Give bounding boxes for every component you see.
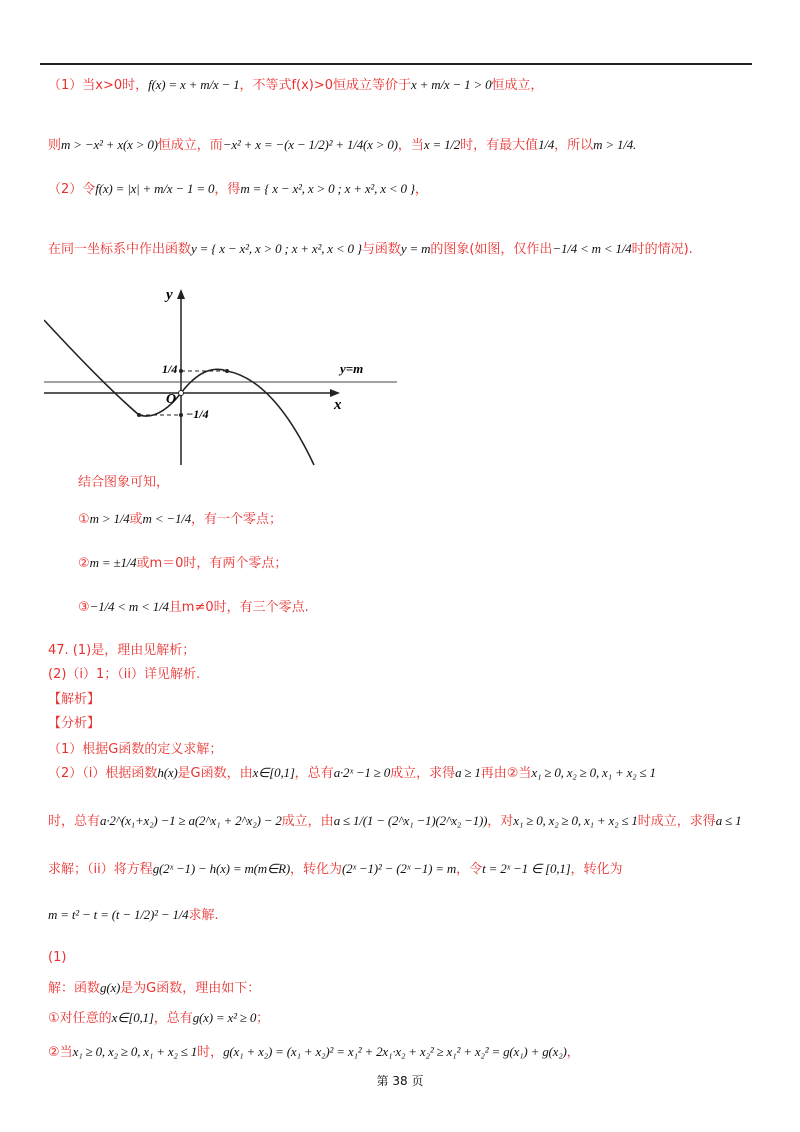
math-expression: h(x) <box>157 765 178 780</box>
text-line <box>78 554 287 573</box>
tick-label-quarter: 1/4 <box>162 362 178 376</box>
text-line <box>48 715 100 733</box>
text-line <box>48 691 100 709</box>
text-segment: 是为G函数，理由如下： <box>120 981 261 996</box>
text-segment: ， <box>566 1045 580 1060</box>
text-segment: 恒成立，而 <box>157 138 223 153</box>
text-segment: ，转化为 <box>289 862 342 877</box>
math-expression: −1/4 < m < 1/4 <box>89 599 169 614</box>
text-segment: ，令 <box>456 862 483 877</box>
text-segment: 恒成立， <box>491 78 544 93</box>
text-line <box>48 906 219 925</box>
math-expression: g(x) <box>100 980 121 995</box>
math-expression: x∈[0,1] <box>252 765 295 780</box>
math-expression: g(x) = x² ≥ 0 <box>192 1010 257 1025</box>
text-segment: ，总有 <box>153 1011 193 1026</box>
text-line <box>48 741 222 759</box>
math-expression: m > −x² + x(x > 0) <box>61 137 158 152</box>
math-expression: a·2ˣ −1 ≥ 0 <box>333 765 391 780</box>
text-segment: ，所以 <box>554 138 594 153</box>
point-max <box>225 369 229 373</box>
text-segment: 时成立，求得 <box>637 814 716 829</box>
text-segment: （2）令 <box>48 182 96 197</box>
math-expression: f(x) = x + m/x − 1 <box>148 77 240 92</box>
math-expression: m = { x − x², x > 0 ; x + x², x < 0 } <box>240 181 415 196</box>
text-segment: 或m＝0时，有两个零点； <box>136 556 288 571</box>
text-segment: 时，有最大值 <box>460 138 539 153</box>
math-expression: (2ˣ −1)² − (2ˣ −1) = m <box>341 861 457 876</box>
text-segment: 【解析】 <box>48 692 101 707</box>
math-expression: −1/4 < m < 1/4 <box>552 241 632 256</box>
text-segment: 在同一坐标系中作出函数 <box>48 242 192 257</box>
text-line <box>48 136 636 155</box>
text-segment: 是G函数，由 <box>177 766 253 781</box>
math-expression: f(x) = |x| + m/x − 1 = 0 <box>95 181 215 196</box>
math-expression: g(x₁ + x₂) = (x₁ + x₂)² = x₁² + 2x₁·x₂ + x₂² ≥ x₁² + x₂² = g(x₁) + g(x₂) <box>223 1044 567 1059</box>
math-expression: x₁ ≥ 0, x₂ ≥ 0, x₁ + x₂ ≤ 1 <box>531 765 656 780</box>
math-expression: m = ±1/4 <box>89 555 137 570</box>
text-line <box>48 642 195 660</box>
math-expression: x₁ ≥ 0, x₂ ≥ 0, x₁ + x₂ ≤ 1 <box>513 813 638 828</box>
math-expression: a·2^(x₁+x₂) −1 ≥ a(2^x₁ + 2^x₂) − 2 <box>100 813 282 828</box>
math-expression: a ≤ 1 <box>715 813 742 828</box>
text-segment: 且m≠0时，有三个零点. <box>168 600 309 615</box>
text-segment: ，不等式f(x)>0恒成立等价于 <box>239 78 412 93</box>
math-expression: g(2ˣ −1) − h(x) = m(m∈R) <box>152 861 290 876</box>
math-expression: 1/4 <box>538 137 555 152</box>
text-segment: 或 <box>129 512 143 527</box>
text-segment: （1）根据G函数的定义求解； <box>48 742 223 757</box>
text-segment: ② <box>78 556 90 571</box>
point-min-y <box>179 413 183 417</box>
text-segment: 结合图象可知， <box>78 475 170 490</box>
line-label: y=m <box>340 361 364 376</box>
text-segment: （1）当x>0时， <box>48 78 149 93</box>
text-line <box>48 949 66 967</box>
text-segment: 解：函数 <box>48 981 101 996</box>
text-segment: ，转化为 <box>570 862 623 877</box>
text-segment: 则 <box>48 138 62 153</box>
text-segment: 时，总有 <box>48 814 101 829</box>
math-expression: a ≥ 1 <box>455 765 481 780</box>
text-segment: 的图象(如图，仅作出 <box>430 242 553 257</box>
text-line <box>78 598 309 617</box>
origin-point <box>179 391 184 396</box>
text-line <box>48 1043 580 1062</box>
math-expression: m < −1/4 <box>142 511 191 526</box>
x-axis-label: x <box>334 397 342 413</box>
text-segment: ； <box>256 1011 270 1026</box>
math-expression: x∈[0,1] <box>111 1010 154 1025</box>
math-expression: a ≤ 1/(1 − (2^x₁ −1)(2^x₂ −1)) <box>333 813 488 828</box>
text-segment: ， <box>414 182 428 197</box>
text-segment: ②当 <box>48 1045 73 1060</box>
text-segment: （2）（i）根据函数 <box>48 766 158 781</box>
text-segment: ，总有 <box>294 766 334 781</box>
math-expression: t = 2ˣ −1 ∈ [0,1] <box>482 861 571 876</box>
text-segment: ，对 <box>487 814 514 829</box>
text-line <box>48 860 623 879</box>
math-expression: x = 1/2 <box>423 137 461 152</box>
text-segment: 求解；（ii）将方程 <box>48 862 153 877</box>
text-segment: 【分析】 <box>48 716 101 731</box>
math-expression: y = { x − x², x > 0 ; x + x², x < 0 } <box>191 241 362 256</box>
text-segment: ③ <box>78 600 90 615</box>
y-axis-label: y <box>166 287 173 303</box>
text-segment: ①对任意的 <box>48 1011 112 1026</box>
point-max-y <box>179 369 183 373</box>
text-line <box>48 1009 269 1028</box>
text-segment: 求解. <box>188 908 219 923</box>
text-segment: 成立，求得 <box>390 766 456 781</box>
math-expression: m > 1/4. <box>593 137 637 152</box>
tick-label-neg-quarter: −1/4 <box>186 407 209 421</box>
math-expression: x + m/x − 1 > 0 <box>411 77 492 92</box>
text-segment: 再由②当 <box>480 766 532 781</box>
math-expression: x₁ ≥ 0, x₂ ≥ 0, x₁ + x₂ ≤ 1 <box>72 1044 198 1059</box>
text-line <box>48 76 543 95</box>
text-segment: 时， <box>197 1045 224 1060</box>
text-segment: 成立，由 <box>281 814 334 829</box>
text-segment: 47. (1)是，理由见解析； <box>48 643 196 658</box>
origin-label: O <box>166 392 177 407</box>
text-segment: ，有一个零点； <box>191 512 283 527</box>
text-line <box>48 979 260 998</box>
header-rule <box>40 63 752 65</box>
x-axis-arrow-icon <box>330 389 340 397</box>
text-line <box>78 474 169 492</box>
text-line <box>48 764 656 783</box>
page-number: 第 38 页 <box>376 1074 424 1088</box>
text-line <box>48 666 200 684</box>
text-line <box>48 812 741 831</box>
text-segment: ，当 <box>397 138 424 153</box>
math-expression: −x² + x = −(x − 1/2)² + 1/4(x > 0) <box>222 137 398 152</box>
function-graph <box>44 285 404 470</box>
math-expression: y = m <box>400 241 431 256</box>
text-line <box>78 510 282 529</box>
text-line <box>48 180 428 199</box>
y-axis-arrow-icon <box>177 289 185 299</box>
text-segment: ① <box>78 512 90 527</box>
text-segment: (2)（i）1；（ii）详见解析. <box>48 667 201 682</box>
point-min <box>137 413 141 417</box>
text-segment: 时的情况). <box>631 242 693 257</box>
text-line <box>48 240 693 259</box>
text-segment: ，得 <box>214 182 241 197</box>
math-expression: m > 1/4 <box>89 511 130 526</box>
math-expression: m = t² − t = (t − 1/2)² − 1/4 <box>48 907 189 922</box>
text-segment: (1) <box>48 950 67 965</box>
text-segment: 与函数 <box>361 242 401 257</box>
